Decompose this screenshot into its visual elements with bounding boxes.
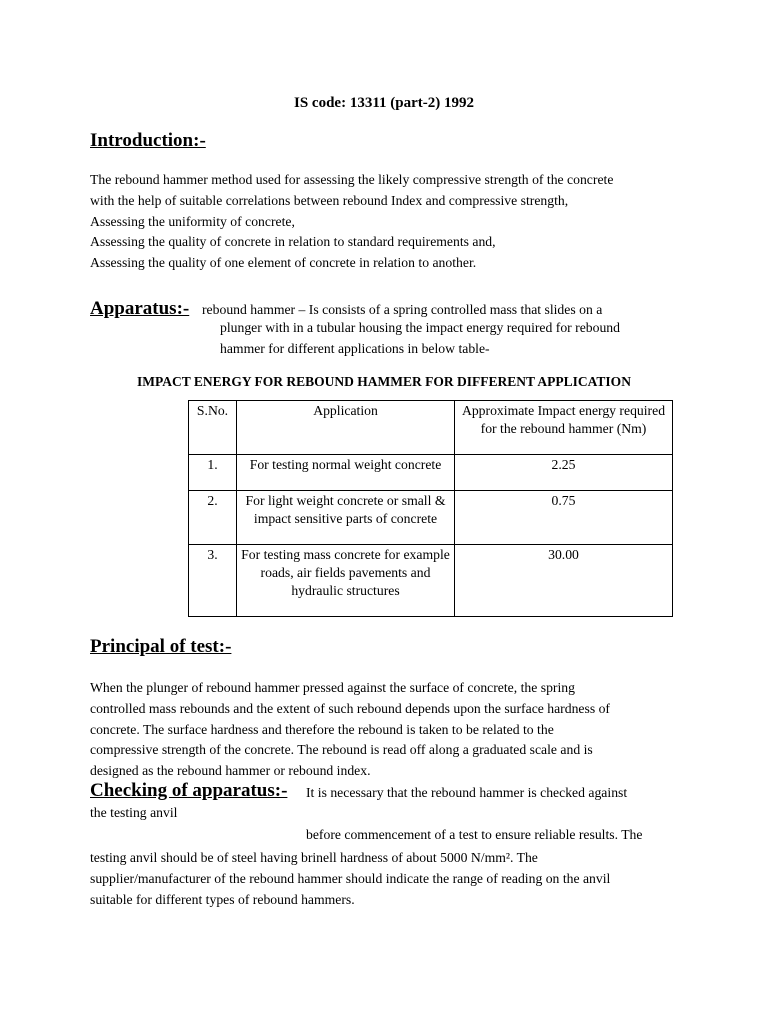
cell-sno: 1. [189,455,237,491]
text-line: Assessing the quality of concrete in relation to standard requirements and, [90,234,496,250]
apparatus-lead-text: rebound hammer – Is consists of a spring controlled mass that slides on a [202,302,603,317]
checking-line-2: the testing anvil [90,805,178,820]
text-line: supplier/manufacturer of the rebound hammer should indicate the range of reading on the anvil [90,870,611,886]
table-row [189,491,673,545]
cell-impact-energy: 0.75 [455,491,673,545]
header-impact-energy: Approximate Impact energy required for the rebound hammer (Nm) [455,401,673,455]
text-line: concrete. The surface hardness and therefore the rebound is taken to be related to the [90,721,554,737]
text-line: Assessing the quality of one element of concrete in relation to another. [90,255,477,271]
checking-of-apparatus-heading: Checking of apparatus:- [90,780,288,801]
principal-paragraph [90,678,680,782]
header-application: Application [237,401,455,455]
is-code-title: IS code: 13311 (part-2) 1992 [294,95,474,111]
checking-paragraph [90,848,690,910]
introduction-paragraph [90,170,690,274]
principal-of-test-heading: Principal of test:- [90,636,232,657]
cell-application: For testing mass concrete for example roads, air fields pavements and hydraulic structures [237,545,455,617]
cell-impact-energy: 30.00 [455,545,673,617]
text-line: testing anvil should be of steel having brinell hardness of about 5000 N/mm². The [90,850,538,865]
cell-application: For testing normal weight concrete [237,455,455,491]
header-sno: S.No. [189,401,237,455]
text-line: hammer for different applications in below table- [220,340,490,356]
table-row [189,545,673,617]
checking-line-3: before commencement of a test to ensure reliable results. The [306,827,643,842]
text-line: suitable for different types of rebound hammers. [90,891,355,907]
apparatus-heading: Apparatus:- [90,298,190,319]
text-line: plunger with in a tubular housing the impact energy required for rebound [220,320,620,335]
cell-application: For light weight concrete or small & impact sensitive parts of concrete [237,491,455,545]
table-row [189,455,673,491]
cell-sno: 3. [189,545,237,617]
introduction-heading: Introduction:- [90,130,206,151]
text-line: with the help of suitable correlations between rebound Index and compressive strength, [90,192,569,208]
apparatus-paragraph [220,318,680,360]
text-line: Assessing the uniformity of concrete, [90,213,295,229]
impact-energy-table [188,400,673,617]
cell-impact-energy: 2.25 [455,455,673,491]
table-header-row [189,401,673,455]
impact-energy-table-title: IMPACT ENERGY FOR REBOUND HAMMER FOR DIFFERENT APPLICATION [137,374,631,389]
text-line: The rebound hammer method used for assessing the likely compressive strength of the concrete [90,172,614,187]
text-line: When the plunger of rebound hammer pressed against the surface of concrete, the spring [90,680,575,695]
checking-lead-text: It is necessary that the rebound hammer is checked against [306,785,628,800]
text-line: designed as the rebound hammer or rebound index. [90,763,371,779]
text-line: compressive strength of the concrete. The rebound is read off along a graduated scale and is [90,742,593,758]
cell-sno: 2. [189,491,237,545]
text-line: controlled mass rebounds and the extent of such rebound depends upon the surface hardness of [90,700,610,716]
